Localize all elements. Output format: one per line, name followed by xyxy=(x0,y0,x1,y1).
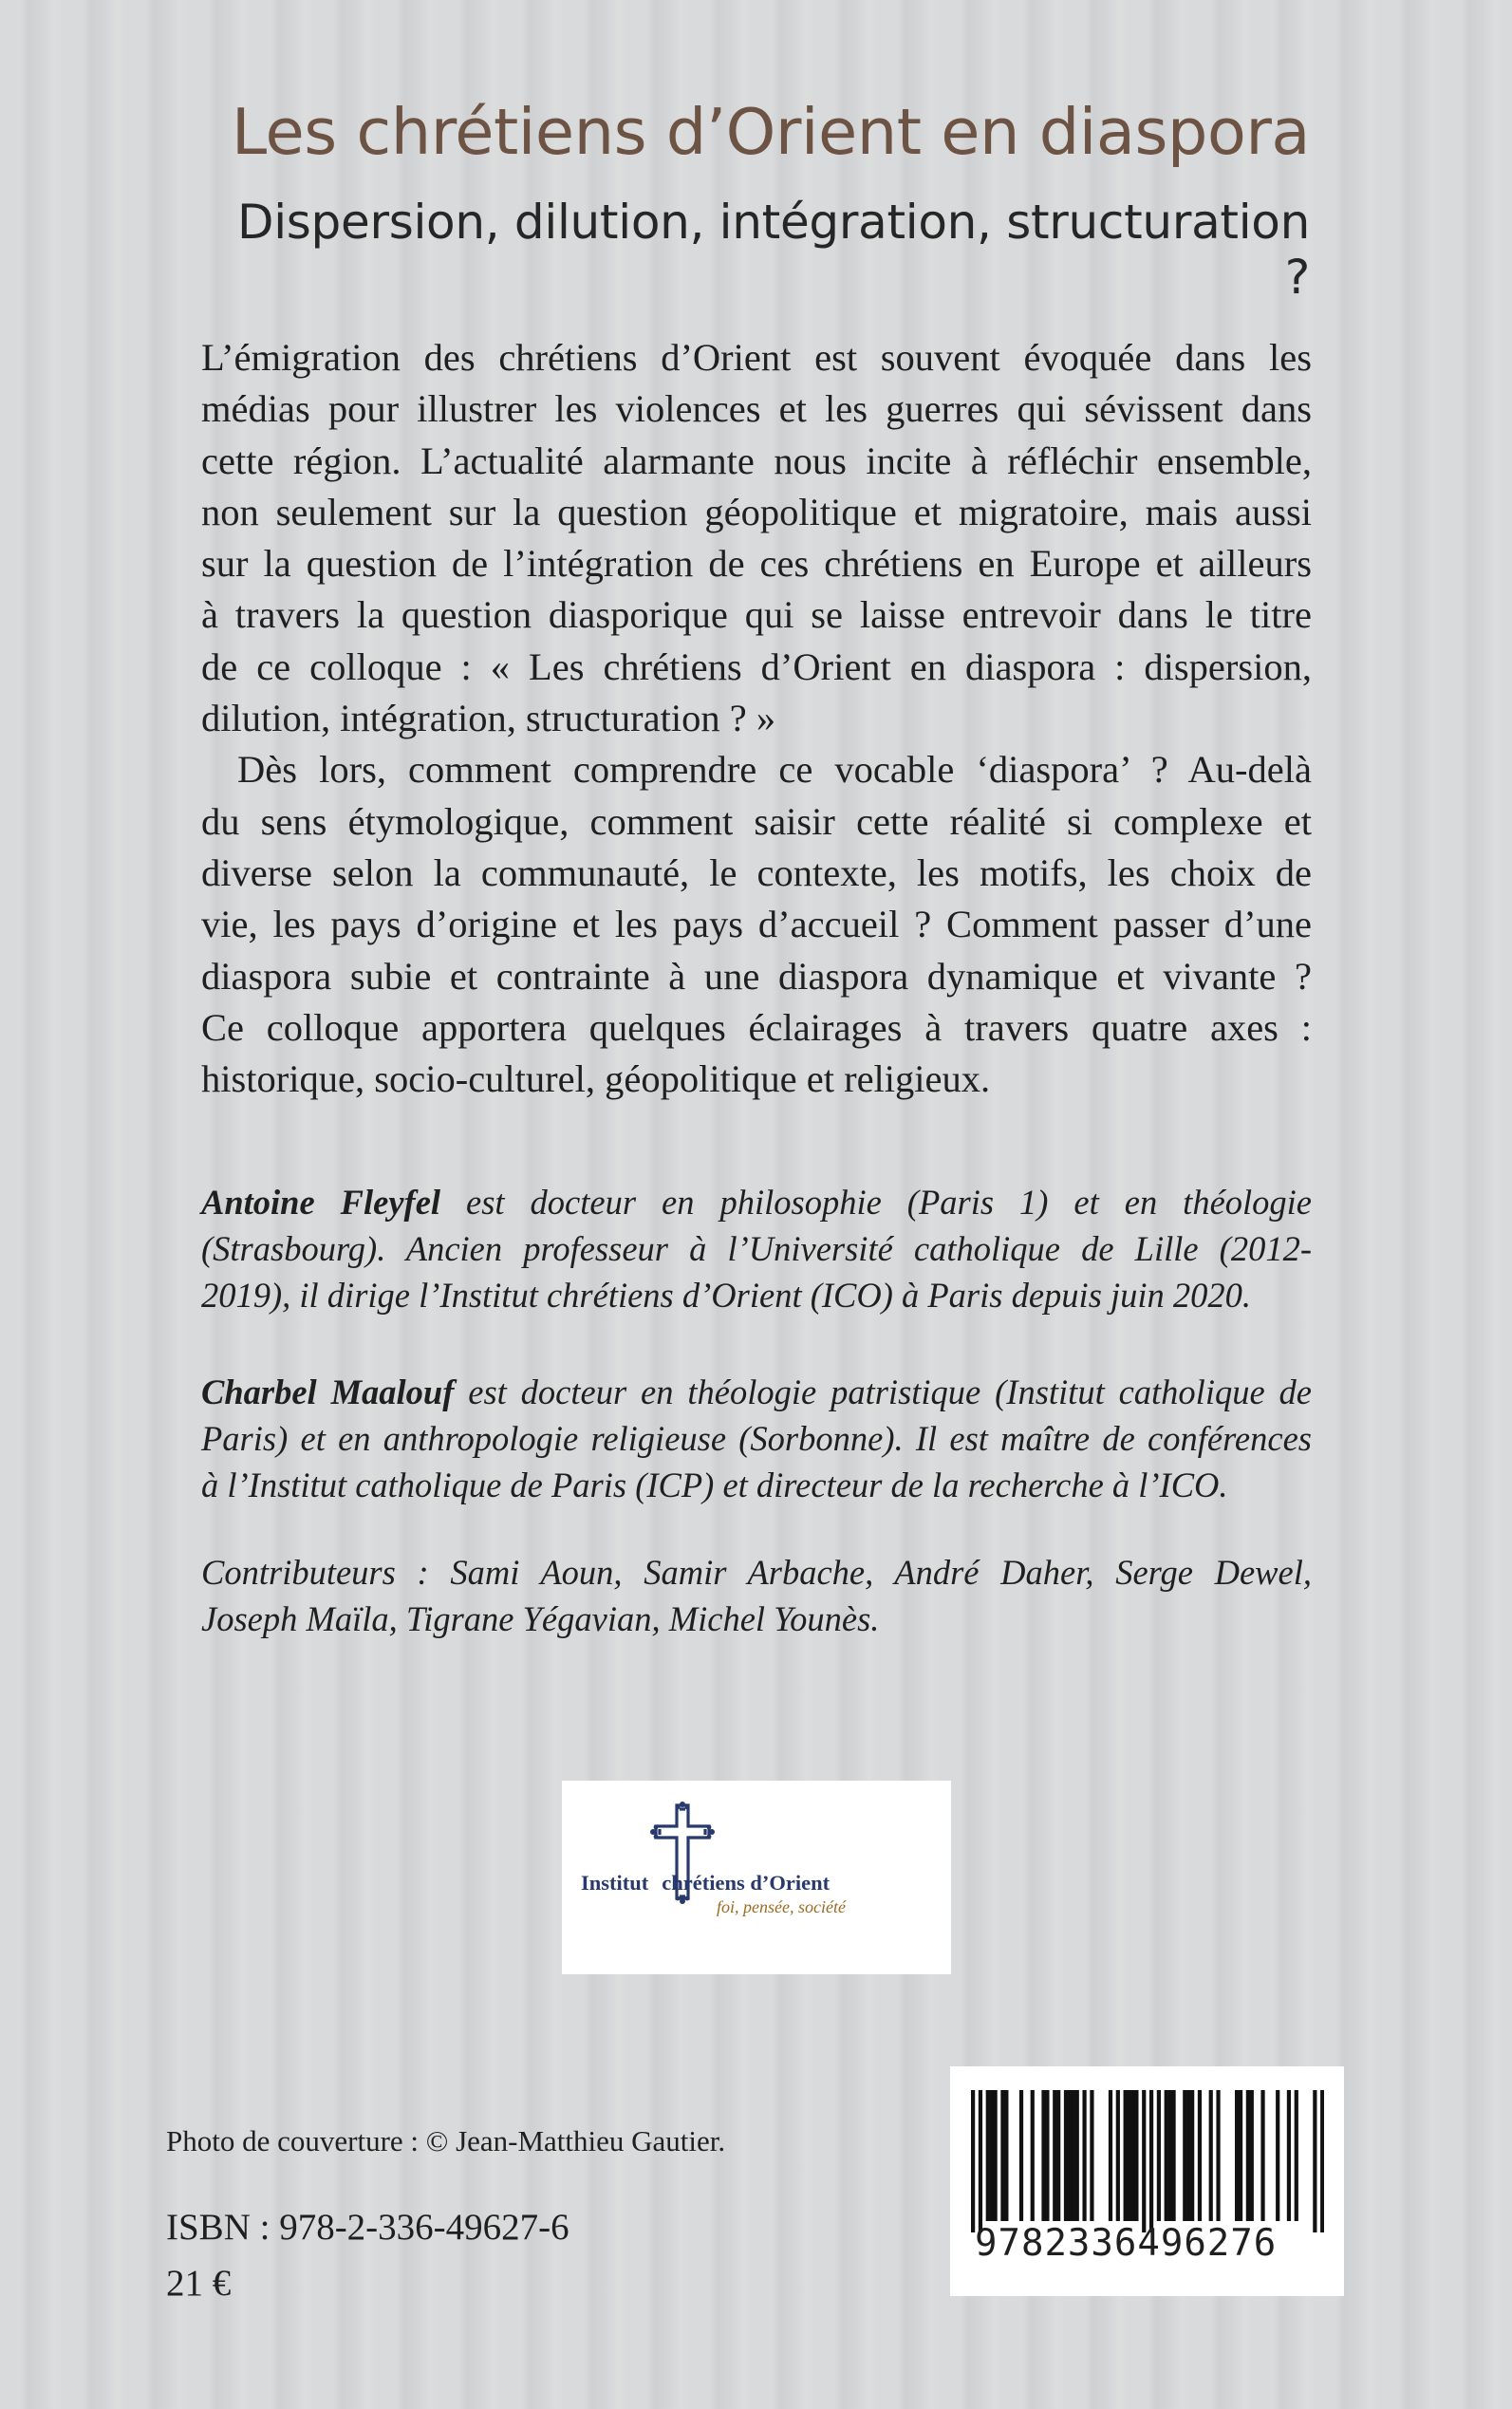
blurb-line: non seulement sur la question géopolitique et migratoire, mais aussi xyxy=(201,490,1312,533)
blurb-line: L’émigration des chrétiens d’Orient est souvent évoquée dans les xyxy=(201,336,1312,379)
bio-text: est docteur en théologie patristique (Institut catholique de xyxy=(454,1373,1312,1411)
bio-line: à l’Institut catholique de Paris (ICP) et directeur de la recherche à l’ICO. xyxy=(201,1466,1228,1504)
blurb-line: de ce colloque : « Les chrétiens d’Orient en diaspora : dispersion, xyxy=(201,644,1312,688)
blurb-line: du sens étymologique, comment saisir cette réalité si complexe et xyxy=(201,799,1312,843)
barcode-bar xyxy=(1295,2090,1298,2221)
barcode-bar xyxy=(1090,2090,1093,2221)
blurb-line: médias pour illustrer les violences et les guerres qui sévissent dans xyxy=(201,387,1312,431)
barcode-bar xyxy=(1165,2090,1168,2221)
barcode-bar xyxy=(1142,2090,1146,2232)
blurb-line: dilution, intégration, structuration ? » xyxy=(201,697,776,740)
bio-line: (Strasbourg). Ancien professeur à l’Université catholique de Lille (2012- xyxy=(201,1229,1312,1268)
barcode-bar xyxy=(1168,2090,1172,2221)
barcode-bar xyxy=(1216,2090,1220,2221)
blurb-line: vie, les pays d’origine et les pays d’accueil ? Comment passer d’une xyxy=(201,903,1312,946)
barcode-bar xyxy=(1235,2090,1239,2221)
barcode-bar xyxy=(1130,2090,1134,2221)
barcode-bar xyxy=(1116,2090,1120,2221)
logo-wordmark xyxy=(581,1871,830,1895)
blurb-line: historique, socio-culturel, géopolitique et religieux. xyxy=(201,1057,991,1101)
barcode-bar xyxy=(986,2090,990,2221)
barcode-bar xyxy=(1000,2090,1004,2221)
barcode-bar xyxy=(1041,2090,1045,2221)
barcode-bar xyxy=(1056,2090,1060,2221)
barcode-bar xyxy=(971,2090,975,2232)
barcode-bar xyxy=(1068,2090,1072,2221)
barcode-bar xyxy=(1171,2090,1175,2221)
author-name: Charbel Maalouf xyxy=(201,1373,455,1411)
logo-tagline: foi, pensée, société xyxy=(717,1897,846,1916)
barcode-bar xyxy=(1127,2090,1130,2221)
barcode-bar xyxy=(1124,2090,1128,2221)
logo-word-institut: Institut xyxy=(581,1871,649,1895)
barcode-bar xyxy=(1109,2090,1112,2221)
barcode-bar xyxy=(993,2090,997,2221)
blurb-line: diverse selon la communauté, le contexte, les motifs, les choix de xyxy=(201,850,1312,894)
blurb-line: Dès lors, comment comprendre ce vocable ‘diaspora’ ? Au-delà xyxy=(237,748,1312,792)
barcode-bar xyxy=(1072,2090,1075,2221)
isbn: ISBN : 978-2-336-49627-6 xyxy=(166,2207,569,2248)
book-title: Les chrétiens d’Orient en diaspora xyxy=(231,95,1310,169)
contributors xyxy=(201,1549,1312,1642)
barcode-bars xyxy=(971,2090,1324,2242)
bio-line: Paris) et en anthropologie religieuse (Sorbonne). Il est maître de conférences xyxy=(201,1419,1312,1458)
blurb-line: à travers la question diasporique qui se laisse entrevoir dans le titre xyxy=(201,593,1312,637)
blurb-line: cette région. L’actualité alarmante nous incite à réfléchir ensemble, xyxy=(201,439,1312,482)
barcode-bar xyxy=(1045,2090,1049,2221)
bio-line xyxy=(201,1179,1312,1225)
bio-line: 2019), il dirige l’Institut chrétiens d’Orient (ICO) à Paris depuis juin 2020. xyxy=(201,1276,1252,1315)
bio-text: est docteur en philosophie (Paris 1) et en théologie xyxy=(440,1183,1312,1222)
barcode-bar xyxy=(1082,2090,1086,2221)
barcode-bar xyxy=(1075,2090,1079,2221)
barcode-bar xyxy=(1320,2090,1324,2232)
bio-line xyxy=(201,1369,1312,1415)
barcode-bar xyxy=(979,2090,982,2232)
author-name: Antoine Fleyfel xyxy=(201,1183,441,1222)
barcode-bar xyxy=(1149,2090,1153,2232)
barcode-bar xyxy=(1031,2090,1035,2221)
barcode-bar xyxy=(1198,2090,1202,2221)
barcode-bar xyxy=(1239,2090,1242,2221)
author-bio-fleyfel xyxy=(201,1179,1312,1318)
barcode-bar xyxy=(1183,2090,1186,2221)
barcode-bar xyxy=(1209,2090,1213,2221)
logo-word-chretiens: chrétiens d’Orient xyxy=(662,1871,831,1895)
blurb-line: Ce colloque apportera quelques éclairages à travers quatre axes : xyxy=(201,1005,1312,1049)
barcode xyxy=(950,2066,1344,2296)
barcode-bar xyxy=(1313,2090,1316,2232)
publisher-logo xyxy=(562,1781,951,1974)
price: 21 € xyxy=(166,2263,232,2304)
barcode-bar xyxy=(1246,2090,1250,2221)
barcode-bar xyxy=(1186,2090,1190,2221)
blurb-line: diaspora subie et contrainte à une diaspora dynamique et vivante ? xyxy=(201,954,1312,998)
barcode-bar xyxy=(1250,2090,1254,2221)
barcode-bar xyxy=(1276,2090,1279,2221)
contributors-line: Contributeurs : Sami Aoun, Samir Arbache, André Daher, Serge Dewel, xyxy=(201,1553,1312,1592)
barcode-bar xyxy=(1287,2090,1291,2221)
barcode-bar xyxy=(1004,2090,1008,2221)
blurb-line: sur la question de l’intégration de ces chrétiens en Europe et ailleurs xyxy=(201,542,1312,586)
author-bio-maalouf xyxy=(201,1369,1312,1508)
photo-credit: Photo de couverture : © Jean-Matthieu Gautier. xyxy=(166,2124,726,2157)
barcode-bar xyxy=(1019,2090,1023,2221)
barcode-bar xyxy=(1157,2090,1161,2221)
blurb-text xyxy=(201,332,1312,1105)
barcode-bar xyxy=(1053,2090,1056,2221)
barcode-bar xyxy=(990,2090,994,2221)
barcode-bar xyxy=(1190,2090,1194,2221)
contributors-line: Joseph Maïla, Tigrane Yégavian, Michel Younès. xyxy=(201,1599,880,1638)
barcode-bar xyxy=(1134,2090,1138,2221)
barcode-bar xyxy=(1064,2090,1068,2221)
barcode-bar xyxy=(1260,2090,1264,2221)
book-subtitle: Dispersion, dilution, intégration, structuration ? xyxy=(237,195,1310,305)
barcode-digits: 9782336496276 xyxy=(975,2222,1278,2265)
